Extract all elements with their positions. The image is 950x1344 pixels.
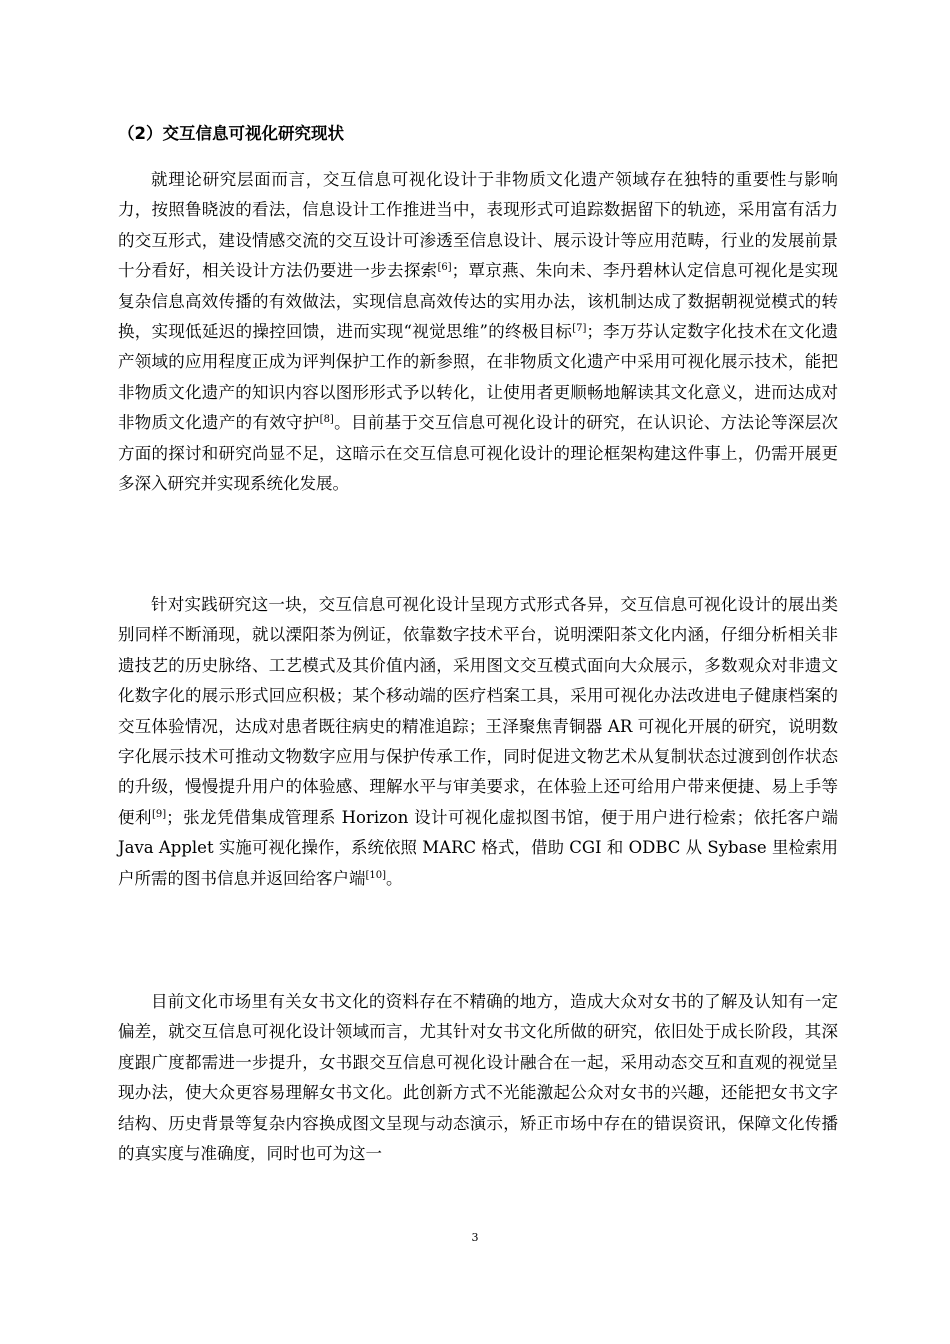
citation-ref: [6] <box>437 262 452 274</box>
paragraph-text: 。目前基于交互信息可视化设计的研究，在认识论、方法论等深层次方面的探讨和研究尚显不足，这暗示在交互信息可视化设计的理论框架构建这件事上，仍需开展更多深入研究并实现系统化发展。 <box>118 413 839 494</box>
citation-ref: [10] <box>365 869 387 881</box>
paragraph-text: 就理论研究层面而言，交互信息可视化设计于非物质文化遗产领域存在独特的重要性与影响力，按照鲁晓波的看法，信息设计工作推进当中，表现形式可追踪数据留下的轨迹，采用富有活力的交互形式，建设情感交流的交互设计可渗透至信息设计、展示设计等应用范畴，行业的发展前景十分看好，相关设计方法仍要进一步去探索 <box>118 170 838 281</box>
paragraph-text: 针对实践研究这一块，交互信息可视化设计呈现方式形式各异，交互信息可视化设计的展出类别同样不断涌现，就以溧阳茶为例证，依靠数字技术平台，说明溧阳茶文化内涵，仔细分析相关非遗技艺的历史脉络、工艺模式及其价值内涵，采用图文交互模式面向大众展示，多数观众对非遗文化数字化的展示形式回应积极；某个移动端的医疗档案工具，采用可视化办法改进电子健康档案的交互体验情况，达成对患者既往病史的精准追踪；王泽聚焦青铜器 AR 可视化开展的研究，说明数字化展示技术可推动文物数字应用与保护传承工作，同时促进文物艺术从复制状态过渡到创作状态的升级，慢慢提升用户的体验感、理解水平与审美要求，在体验上还可给用户带来便捷、易上手等便利 <box>118 595 838 827</box>
paragraph-text: ；李万芬认定数字化技术在文化遗产领域的应用程度正成为评判保护工作的新参照，在非物质文化遗产中采用可视化展示技术，能把非物质文化遗产的知识内容以图形形式予以转化，让使用者更顺畅地解读其文化意义，进而达成对非物质文化遗产的有效守护 <box>118 322 839 433</box>
paragraph-text: 目前文化市场里有关女书文化的资料存在不精确的地方，造成大众对女书的了解及认知有一定偏差，就交互信息可视化设计领域而言，尤其针对女书文化所做的研究，依旧处于成长阶段，其深度跟广度都需进一步提升，女书跟交互信息可视化设计融合在一起，采用动态交互和直观的视觉呈现办法，使大众更容易理解女书文化。此创新方式不光能激起公众对女书的兴趣，还能把女书文字结构、历史背景等复杂内容换成图文呈现与动态演示，矫正市场中存在的错误资讯，保障文化传播的真实度与准确度，同时也可为这一 <box>118 992 838 1164</box>
paragraph-theory-research <box>118 165 838 499</box>
paragraph-practice-research <box>118 590 838 894</box>
section-heading: （2）交互信息可视化研究现状 <box>118 124 344 143</box>
paragraph-text: ；张龙凭借集成管理系 Horizon 设计可视化虚拟图书馆，便于用户进行检索；依托客户端 Java Applet 实施可视化操作，系统依照 MARC 格式，借助 CGI 和 ODBC 从 Sybase 里检索用户所需的图书信息并返回给客户端 <box>118 807 838 888</box>
citation-ref: [9] <box>151 808 167 820</box>
paragraph-nushu-culture <box>118 987 838 1169</box>
citation-ref: [7] <box>572 323 587 335</box>
paragraph-text: ；覃京燕、朱向未、李丹碧林认定信息可视化是实现复杂信息高效传播的有效做法，实现信息高效传达的实用办法，该机制达成了数据朝视觉模式的转换，实现低延迟的操控回馈，进而实现“视觉思维”的终极目标 <box>118 261 839 342</box>
citation-ref: [8] <box>319 414 334 426</box>
page-number: 3 <box>471 1231 479 1244</box>
paragraph-text: 。 <box>386 868 403 888</box>
